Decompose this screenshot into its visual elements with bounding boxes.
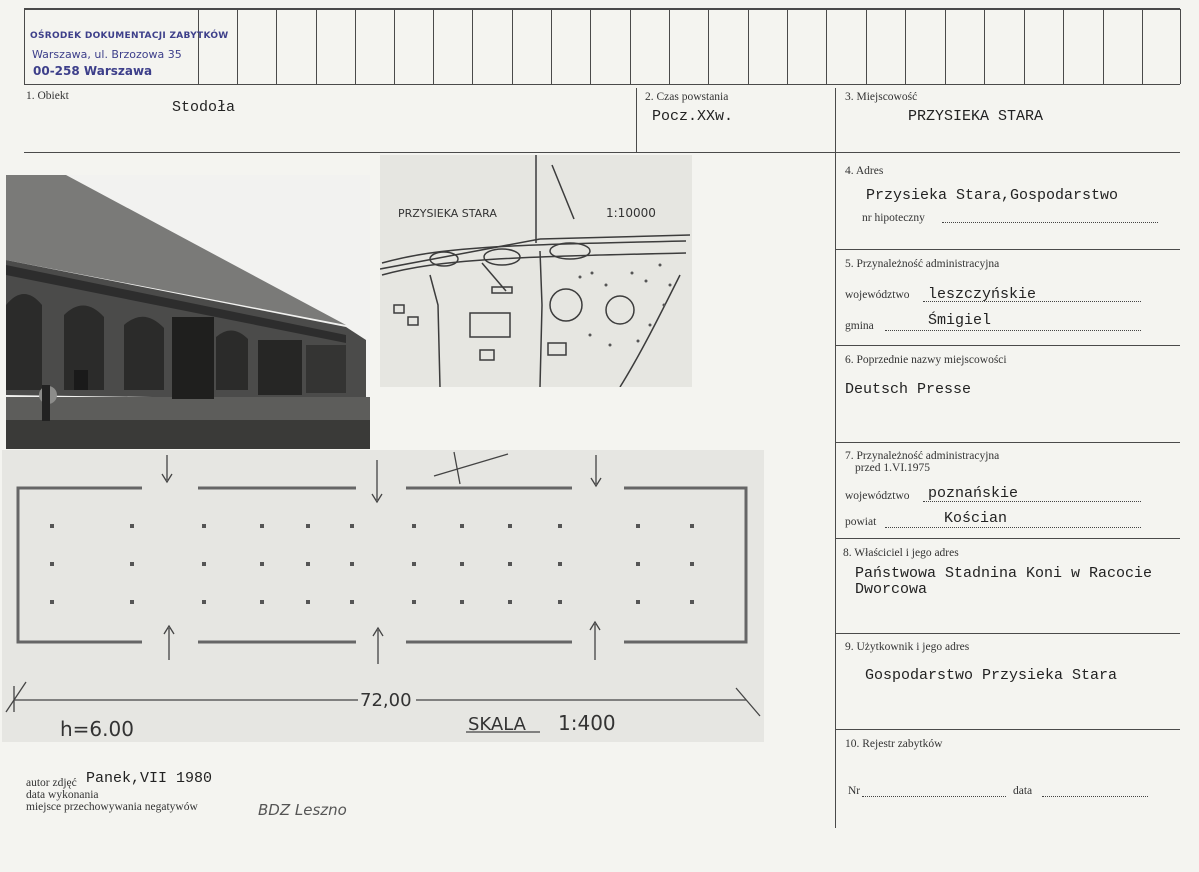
pillar-mark [260, 562, 264, 566]
grid-column-line [472, 9, 473, 84]
grid-column-line [512, 9, 513, 84]
pillar-mark [50, 600, 54, 604]
grid-column-line [905, 9, 906, 84]
miejscowosc-label: 3. Miejscowość [845, 91, 918, 103]
rejestr-label: 10. Rejestr zabytków [845, 738, 943, 750]
przed-wojewodztwo-dots [923, 501, 1141, 502]
stamp-line-3: 00-258 Warszawa [33, 64, 153, 78]
grid-column-line [1024, 9, 1025, 84]
grid-column-line [787, 9, 788, 84]
stamp-line-2: Warszawa, ul. Brzozowa 35 [32, 48, 182, 61]
grid-column-line [1063, 9, 1064, 84]
divider-v1 [636, 88, 637, 152]
pillar-mark [260, 524, 264, 528]
plan-length: 72,00 [360, 690, 412, 711]
grid-column-line [355, 9, 356, 84]
grid-column-line [669, 9, 670, 84]
pillar-mark [306, 524, 310, 528]
header-row-line [24, 152, 1180, 153]
powiat-dots [885, 527, 1141, 528]
powiat-label: powiat [845, 516, 877, 528]
grid-column-line [276, 9, 277, 84]
grid-column-line [826, 9, 827, 84]
poprzednie-label: 6. Poprzednie nazwy miejscowości [845, 354, 1007, 366]
grid-column-line [984, 9, 985, 84]
pillar-mark [636, 524, 640, 528]
divider-right-column [835, 88, 836, 828]
wlasciciel-value-2: Dworcowa [855, 581, 928, 598]
pillar-mark [130, 562, 134, 566]
poprzednie-value: Deutsch Presse [845, 381, 972, 398]
grid-column-line [394, 9, 395, 84]
pillar-mark [636, 562, 640, 566]
pillar-mark [558, 600, 562, 604]
przed-wojewodztwo-value: poznańskie [928, 485, 1019, 502]
grid-column-line [945, 9, 946, 84]
grid-column-line [630, 9, 631, 84]
przynaleznosc-label: 5. Przynależność administracyjna [845, 258, 1000, 270]
czas-label: 2. Czas powstania [645, 91, 729, 103]
pillar-mark [306, 600, 310, 604]
grid-column-line [198, 9, 199, 84]
stamp-line-1: OŚRODEK DOKUMENTACJI ZABYTKÓW [30, 31, 229, 41]
pillar-mark [202, 600, 206, 604]
gmina-dots [885, 330, 1141, 331]
gmina-value: Śmigiel [928, 312, 992, 329]
grid-column-line [237, 9, 238, 84]
pillar-mark [350, 600, 354, 604]
wojewodztwo-value: leszczyńskie [928, 286, 1037, 303]
grid-column-line [24, 9, 25, 84]
barn-photo [6, 175, 370, 449]
pillar-mark [558, 524, 562, 528]
miejsce-label: miejsce przechowywania negatywów [26, 801, 198, 813]
rejestr-data-label: data [1013, 785, 1033, 797]
pillar-mark [412, 600, 416, 604]
pillar-mark [508, 524, 512, 528]
row-line-8 [836, 633, 1180, 634]
row-line-6 [836, 442, 1180, 443]
map-title: PRZYSIEKA STARA [398, 207, 497, 220]
obiekt-label: 1. Obiekt [26, 90, 69, 102]
row-line-7 [836, 538, 1180, 539]
pillar-mark [460, 562, 464, 566]
plan-height: h=6.00 [60, 717, 134, 741]
grid-column-line [748, 9, 749, 84]
wojewodztwo-label: województwo [845, 289, 910, 301]
grid-column-line [590, 9, 591, 84]
grid-column-line [1180, 9, 1181, 84]
uzytkownik-label: 9. Użytkownik i jego adres [845, 641, 970, 653]
pillar-mark [260, 600, 264, 604]
autor-label: autor zdjęć [26, 777, 77, 789]
grid-column-line [1103, 9, 1104, 84]
pillar-mark [460, 600, 464, 604]
grid-column-line [1142, 9, 1143, 84]
data-wykonania-label: data wykonania [26, 789, 99, 801]
hipoteczny-dots [942, 222, 1158, 223]
row-line-4 [836, 249, 1180, 250]
pillar-mark [350, 524, 354, 528]
pillar-mark [202, 562, 206, 566]
grid-column-line [551, 9, 552, 84]
pillar-mark [50, 562, 54, 566]
map-scale: 1:10000 [606, 206, 656, 220]
hipoteczny-label: nr hipoteczny [862, 212, 925, 224]
miejscowosc-value: PRZYSIEKA STARA [908, 108, 1044, 125]
plan-scale: 1:400 [558, 711, 616, 735]
floor-plan [2, 450, 764, 742]
pillar-mark [508, 562, 512, 566]
pillar-mark [636, 600, 640, 604]
grid-column-line [708, 9, 709, 84]
czas-value: Pocz.XXw. [652, 108, 734, 125]
pillar-mark [350, 562, 354, 566]
miejsce-value: BDZ Leszno [258, 801, 347, 819]
pillar-mark [460, 524, 464, 528]
pillar-mark [130, 600, 134, 604]
grid-bottom-line [24, 84, 1180, 85]
pillar-mark [50, 524, 54, 528]
przed-wojewodztwo-label: województwo [845, 490, 910, 502]
wojewodztwo-dots [923, 301, 1141, 302]
pillar-mark [412, 562, 416, 566]
rejestr-nr-label: Nr [848, 785, 861, 797]
adres-label: 4. Adres [845, 165, 884, 177]
rejestr-data-dots [1042, 796, 1148, 797]
row-line-9 [836, 729, 1180, 730]
grid-column-line [866, 9, 867, 84]
pillar-mark [508, 600, 512, 604]
grid-column-line [316, 9, 317, 84]
wlasciciel-label: 8. Właściciel i jego adres [843, 547, 959, 559]
pillar-mark [202, 524, 206, 528]
location-map [380, 155, 692, 387]
pillar-mark [558, 562, 562, 566]
obiekt-value: Stodoła [172, 99, 236, 116]
pillar-mark [690, 600, 694, 604]
pillar-mark [412, 524, 416, 528]
pillar-mark [130, 524, 134, 528]
plan-scale-label: SKALA [468, 714, 526, 735]
rejestr-nr-dots [862, 796, 1006, 797]
wlasciciel-value-1: Państwowa Stadnina Koni w Racocie [855, 565, 1153, 582]
row-line-5 [836, 345, 1180, 346]
pillar-mark [690, 562, 694, 566]
pillar-mark [690, 524, 694, 528]
autor-value: Panek,VII 1980 [86, 770, 213, 787]
adres-value: Przysieka Stara,Gospodarstwo [866, 187, 1119, 204]
pillar-mark [306, 562, 310, 566]
gmina-label: gmina [845, 320, 874, 332]
powiat-value: Kościan [944, 510, 1008, 527]
przed-label-2: przed 1.VI.1975 [855, 462, 931, 474]
uzytkownik-value: Gospodarstwo Przysieka Stara [865, 667, 1118, 684]
przed-label-1: 7. Przynależność administracyjna [845, 450, 1000, 462]
grid-column-line [433, 9, 434, 84]
